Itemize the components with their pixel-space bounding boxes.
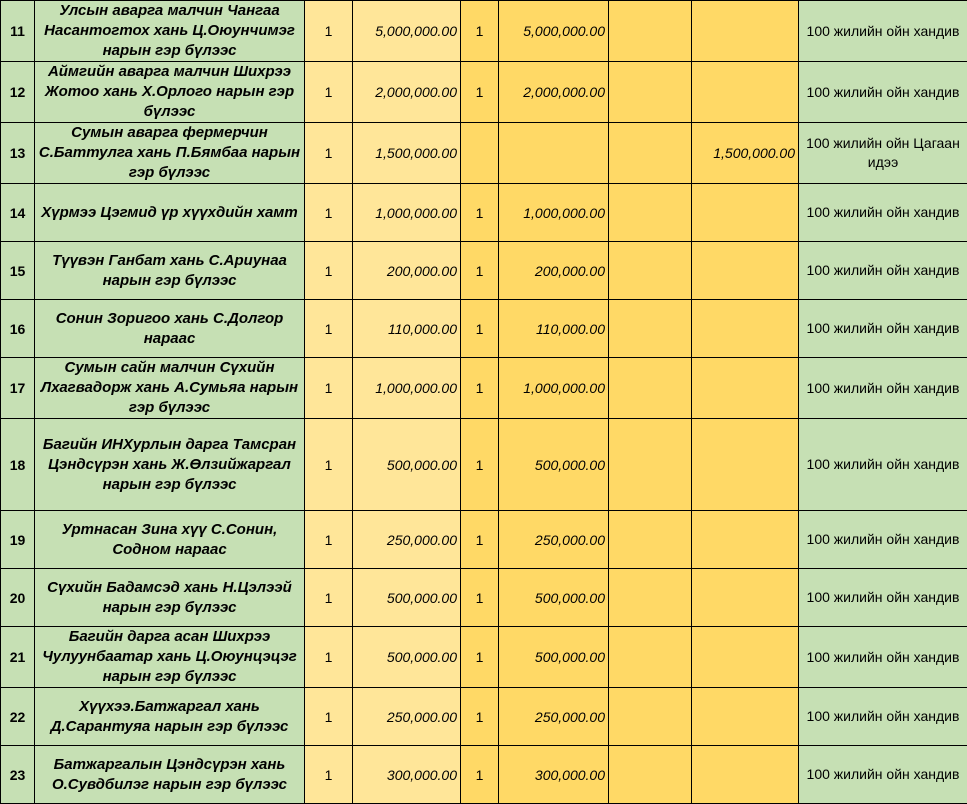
table-body: [1, 1, 967, 804]
goods-amount-cell[interactable]: [609, 62, 692, 123]
amount-cell[interactable]: 500,000.00: [353, 419, 461, 511]
table-row: [1, 569, 967, 627]
other-amount-cell[interactable]: [692, 358, 799, 419]
cash-quantity-cell[interactable]: 1: [461, 242, 499, 300]
amount-cell[interactable]: 250,000.00: [353, 511, 461, 569]
quantity-cell[interactable]: 1: [305, 300, 353, 358]
table-row: [1, 242, 967, 300]
goods-amount-cell[interactable]: [609, 184, 692, 242]
purpose-note-cell[interactable]: 100 жилийн ойн хандив: [799, 746, 967, 804]
quantity-cell[interactable]: 1: [305, 1, 353, 62]
cash-amount-cell[interactable]: 250,000.00: [499, 688, 609, 746]
cash-amount-cell[interactable]: 200,000.00: [499, 242, 609, 300]
table-row: [1, 123, 967, 184]
cash-amount-cell[interactable]: 110,000.00: [499, 300, 609, 358]
other-amount-cell[interactable]: [692, 300, 799, 358]
other-amount-cell[interactable]: [692, 688, 799, 746]
purpose-note-cell[interactable]: 100 жилийн ойн Цагаан идээ: [799, 123, 967, 184]
amount-cell[interactable]: 500,000.00: [353, 569, 461, 627]
amount-cell[interactable]: 2,000,000.00: [353, 62, 461, 123]
cash-amount-cell[interactable]: 1,000,000.00: [499, 184, 609, 242]
cash-quantity-cell[interactable]: 1: [461, 511, 499, 569]
purpose-note-cell[interactable]: 100 жилийн ойн хандив: [799, 569, 967, 627]
purpose-note-cell[interactable]: 100 жилийн ойн хандив: [799, 358, 967, 419]
row-number-cell[interactable]: 13: [1, 123, 35, 184]
purpose-note-cell[interactable]: 100 жилийн ойн хандив: [799, 184, 967, 242]
purpose-note-cell[interactable]: 100 жилийн ойн хандив: [799, 300, 967, 358]
amount-cell[interactable]: 5,000,000.00: [353, 1, 461, 62]
amount-cell[interactable]: 1,500,000.00: [353, 123, 461, 184]
cash-amount-cell[interactable]: 2,000,000.00: [499, 62, 609, 123]
quantity-cell[interactable]: 1: [305, 511, 353, 569]
purpose-note-cell[interactable]: 100 жилийн ойн хандив: [799, 1, 967, 62]
donor-name-cell[interactable]: Сонин Зоригоо хань С.Долгор нараас: [35, 300, 305, 358]
quantity-cell[interactable]: 1: [305, 569, 353, 627]
goods-amount-cell[interactable]: [609, 358, 692, 419]
quantity-cell[interactable]: 1: [305, 123, 353, 184]
row-number-cell[interactable]: 11: [1, 1, 35, 62]
other-amount-cell[interactable]: [692, 746, 799, 804]
goods-amount-cell[interactable]: [609, 746, 692, 804]
goods-amount-cell[interactable]: [609, 1, 692, 62]
row-number-cell[interactable]: 20: [1, 569, 35, 627]
cash-amount-cell[interactable]: [499, 123, 609, 184]
quantity-cell[interactable]: 1: [305, 419, 353, 511]
donor-name-cell[interactable]: Уртнасан Зина хүү С.Сонин, Содном нараас: [35, 511, 305, 569]
goods-amount-cell[interactable]: [609, 300, 692, 358]
other-amount-cell[interactable]: [692, 62, 799, 123]
table-row: [1, 746, 967, 804]
row-number-cell[interactable]: 16: [1, 300, 35, 358]
amount-cell[interactable]: 1,000,000.00: [353, 358, 461, 419]
goods-amount-cell[interactable]: [609, 569, 692, 627]
donor-name-cell[interactable]: Сумын аварга фермерчин С.Баттулга хань П.Бямбаа нарын гэр бүлээс: [35, 123, 305, 184]
other-amount-cell[interactable]: [692, 184, 799, 242]
amount-cell[interactable]: 500,000.00: [353, 627, 461, 688]
donor-name-cell[interactable]: Хүрмээ Цэгмид үр хүүхдийн хамт: [35, 184, 305, 242]
quantity-cell[interactable]: 1: [305, 242, 353, 300]
purpose-note-cell[interactable]: 100 жилийн ойн хандив: [799, 627, 967, 688]
donor-name-cell[interactable]: Түүвэн Ганбат хань С.Ариунаа нарын гэр бүлээс: [35, 242, 305, 300]
cash-quantity-cell[interactable]: 1: [461, 1, 499, 62]
purpose-note-cell[interactable]: 100 жилийн ойн хандив: [799, 62, 967, 123]
table-row: [1, 300, 967, 358]
purpose-note-cell[interactable]: 100 жилийн ойн хандив: [799, 688, 967, 746]
table-row: [1, 1, 967, 62]
cash-quantity-cell[interactable]: 1: [461, 419, 499, 511]
table-row: [1, 627, 967, 688]
row-number-cell[interactable]: 14: [1, 184, 35, 242]
donor-name-cell[interactable]: Багийн дарга асан Шихрээ Чулуунбаатар хань Ц.Оюунцэцэг нарын гэр бүлээс: [35, 627, 305, 688]
cash-amount-cell[interactable]: 5,000,000.00: [499, 1, 609, 62]
goods-amount-cell[interactable]: [609, 688, 692, 746]
purpose-note-cell[interactable]: 100 жилийн ойн хандив: [799, 242, 967, 300]
cash-quantity-cell[interactable]: 1: [461, 62, 499, 123]
donor-name-cell[interactable]: Сүхийн Бадамсэд хань Н.Цэлээй нарын гэр бүлээс: [35, 569, 305, 627]
row-number-cell[interactable]: 22: [1, 688, 35, 746]
quantity-cell[interactable]: 1: [305, 746, 353, 804]
purpose-note-cell[interactable]: 100 жилийн ойн хандив: [799, 511, 967, 569]
table-row: [1, 688, 967, 746]
table-row: [1, 511, 967, 569]
quantity-cell[interactable]: 1: [305, 184, 353, 242]
amount-cell[interactable]: 1,000,000.00: [353, 184, 461, 242]
amount-cell[interactable]: 300,000.00: [353, 746, 461, 804]
other-amount-cell[interactable]: [692, 569, 799, 627]
goods-amount-cell[interactable]: [609, 242, 692, 300]
donor-name-cell[interactable]: Багийн ИНХурлын дарга Тамсран Цэндсүрэн хань Ж.Өлзийжаргал нарын гэр бүлээс: [35, 419, 305, 511]
other-amount-cell[interactable]: [692, 242, 799, 300]
cash-quantity-cell[interactable]: 1: [461, 569, 499, 627]
row-number-cell[interactable]: 19: [1, 511, 35, 569]
cash-quantity-cell[interactable]: 1: [461, 358, 499, 419]
quantity-cell[interactable]: 1: [305, 62, 353, 123]
cash-quantity-cell[interactable]: 1: [461, 300, 499, 358]
goods-amount-cell[interactable]: [609, 123, 692, 184]
cash-amount-cell[interactable]: 1,000,000.00: [499, 358, 609, 419]
goods-amount-cell[interactable]: [609, 419, 692, 511]
donor-name-cell[interactable]: Улсын аварга малчин Чангаа Насантогтох хань Ц.Оюунчимэг нарын гэр бүлээс: [35, 1, 305, 62]
table-row: [1, 62, 967, 123]
donor-name-cell[interactable]: Хүүхээ.Батжаргал хань Д.Сарантуяа нарын гэр бүлээс: [35, 688, 305, 746]
quantity-cell[interactable]: 1: [305, 688, 353, 746]
donor-name-cell[interactable]: Батжаргалын Цэндсүрэн хань О.Сувдбилэг нарын гэр бүлээс: [35, 746, 305, 804]
cash-quantity-cell[interactable]: 1: [461, 746, 499, 804]
donor-name-cell[interactable]: Аймгийн аварга малчин Шихрээ Жотоо хань Х.Орлого нарын гэр бүлээс: [35, 62, 305, 123]
cash-amount-cell[interactable]: 500,000.00: [499, 419, 609, 511]
cash-quantity-cell[interactable]: 1: [461, 184, 499, 242]
cash-quantity-cell[interactable]: 1: [461, 688, 499, 746]
row-number-cell[interactable]: 18: [1, 419, 35, 511]
other-amount-cell[interactable]: [692, 1, 799, 62]
cash-amount-cell[interactable]: 500,000.00: [499, 627, 609, 688]
table-row: [1, 419, 967, 511]
other-amount-cell[interactable]: [692, 511, 799, 569]
row-number-cell[interactable]: 17: [1, 358, 35, 419]
purpose-note-cell[interactable]: 100 жилийн ойн хандив: [799, 419, 967, 511]
amount-cell[interactable]: 110,000.00: [353, 300, 461, 358]
other-amount-cell[interactable]: 1,500,000.00: [692, 123, 799, 184]
donor-name-cell[interactable]: Сумын сайн малчин Сүхийн Лхагвадорж хань А.Сумьяа нарын гэр бүлээс: [35, 358, 305, 419]
cash-quantity-cell[interactable]: [461, 123, 499, 184]
quantity-cell[interactable]: 1: [305, 358, 353, 419]
quantity-cell[interactable]: 1: [305, 627, 353, 688]
cash-amount-cell[interactable]: 250,000.00: [499, 511, 609, 569]
row-number-cell[interactable]: 21: [1, 627, 35, 688]
cash-quantity-cell[interactable]: 1: [461, 627, 499, 688]
other-amount-cell[interactable]: [692, 419, 799, 511]
table-row: [1, 184, 967, 242]
cash-amount-cell[interactable]: 500,000.00: [499, 569, 609, 627]
table-row: [1, 358, 967, 419]
cash-amount-cell[interactable]: 300,000.00: [499, 746, 609, 804]
row-number-cell[interactable]: 23: [1, 746, 35, 804]
row-number-cell[interactable]: 12: [1, 62, 35, 123]
goods-amount-cell[interactable]: [609, 627, 692, 688]
other-amount-cell[interactable]: [692, 627, 799, 688]
amount-cell[interactable]: 200,000.00: [353, 242, 461, 300]
amount-cell[interactable]: 250,000.00: [353, 688, 461, 746]
goods-amount-cell[interactable]: [609, 511, 692, 569]
row-number-cell[interactable]: 15: [1, 242, 35, 300]
